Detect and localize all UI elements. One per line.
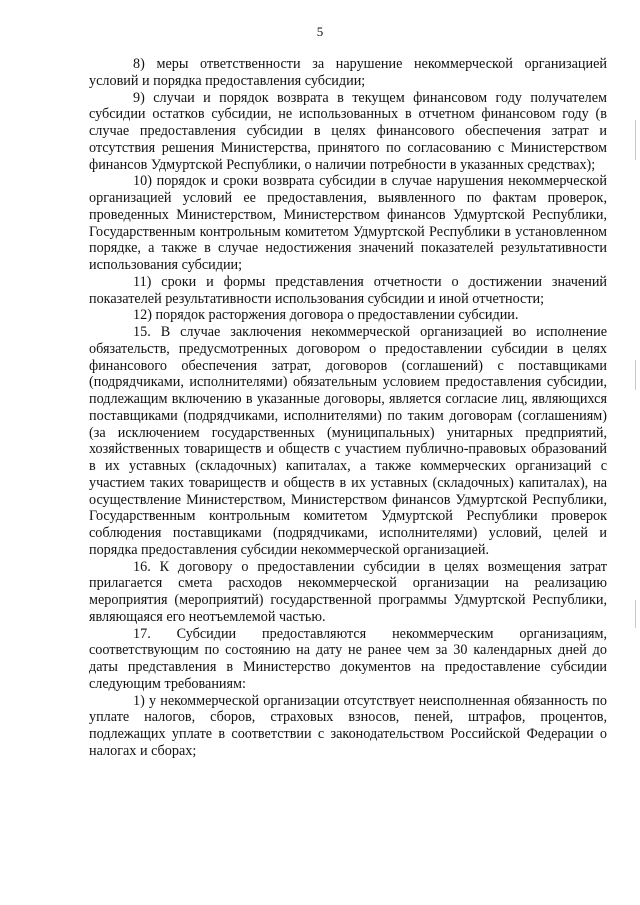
item-10-paragraph: 10) порядок и сроки возврата субсидии в случае нарушения некоммерческой организацией условий ее предоставления, выявленного по фактам проверок, проведенных Министерством, Министерством финансов Удмуртской Республики, Государственным контрольным комитетом Удмуртской Республики в установленном порядке, а также в случае недостижения значений показателей результативности использования субсидии; xyxy=(89,173,607,273)
clause-17-item-1-paragraph: 1) у некоммерческой организации отсутствует неисполненная обязанность по уплате налогов, сборов, страховых взносов, пеней, штрафов, процентов, подлежащих уплате в соответствии с законодательством Российской Федерации о налогах и сборах; xyxy=(89,692,607,759)
item-9-paragraph: 9) случаи и порядок возврата в текущем финансовом году получателем субсидии остатков субсидии, не использованных в отчетном финансовом году (в случае предоставления субсидии в целях финансового обеспечения затрат и отсутствия решения Министерства, принятого по согласованию с Министерством финансов Удмуртской Республики, о наличии потребности в указанных средствах); xyxy=(89,89,607,173)
item-12-paragraph: 12) порядок расторжения договора о предоставлении субсидии. xyxy=(133,307,519,324)
item-11-paragraph: 11) сроки и формы представления отчетности о достижении значений показателей результативности использования субсидии и иной отчетности; xyxy=(89,273,607,307)
scan-edge-mark xyxy=(635,600,636,628)
document-body xyxy=(89,56,607,760)
page-number: 5 xyxy=(316,24,324,39)
item-8-paragraph: 8) меры ответственности за нарушение некоммерческой организацией условий и порядка предоставления субсидии; xyxy=(89,56,607,89)
clause-17-paragraph: 17. Субсидии предоставляются некоммерческим организациям, соответствующим по состоянию на дату не ранее чем за 30 календарных дней до даты представления в Министерство документов на предоставление субсидии следующим требованиям: xyxy=(89,625,607,692)
scan-edge-mark xyxy=(635,120,636,160)
clause-16-paragraph: 16. К договору о предоставлении субсидии в целях возмещения затрат прилагается смета расходов некоммерческой организации на реализацию мероприятия (мероприятий) государственной программы Удмуртской Республики, являющаяся его неотъемлемой частью. xyxy=(89,558,607,625)
clause-15-paragraph: 15. В случае заключения некоммерческой организацией во исполнение обязательств, предусмотренных договором о предоставлении субсидии в целях финансового обеспечения затрат, договоров (соглашений) с поставщиками (подрядчиками, исполнителями) обязательным условием предоставления субсидии, подлежащим включению в указанные договоры, является согласие лиц, являющихся поставщиками (подрядчиками, исполнителями) по таким договорам (соглашениям) (за исключением государственных (муниципальных) унитарных предприятий, хозяйственных товариществ и обществ с участием публично-правовых образований в их уставных (складочных) капиталах, а также коммерческих организаций с участием таких товариществ и обществ в их уставных (складочных) капиталах), на осуществление Министерством, Министерством финансов Удмуртской Республики, Государственным контрольным комитетом Удмуртской Республики проверок соблюдения поставщиками (подрядчиками, исполнителями) условий, целей и порядка предоставления субсидии некоммерческой организацией. xyxy=(89,324,607,558)
scan-edge-mark xyxy=(635,360,636,390)
